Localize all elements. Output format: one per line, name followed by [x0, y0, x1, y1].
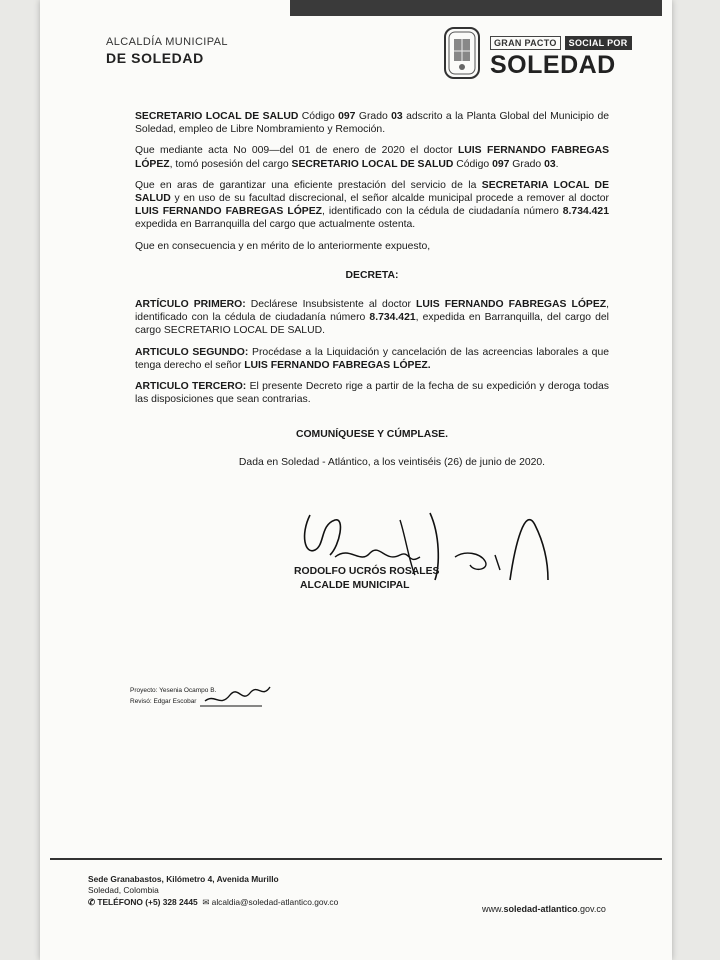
text: www. — [482, 904, 504, 914]
text-bold: LUIS FERNANDO FABREGAS LÓPEZ — [135, 145, 609, 170]
text: , identificado con la cédula de ciudadanía número — [135, 299, 609, 324]
text-bold: 03 — [391, 111, 403, 122]
text-bold: SECRETARIO LOCAL DE SALUD — [291, 158, 454, 170]
text: Que en aras de garantizar una eficiente prestación del servicio de la — [135, 179, 482, 191]
text-bold: 8.734.421 — [562, 206, 609, 218]
paragraph-2 — [135, 144, 609, 170]
text-bold: 097 — [492, 158, 510, 170]
comuniquese-line: COMUNÍQUESE Y CÚMPLASE. — [295, 429, 449, 441]
handwritten-signature — [290, 495, 560, 610]
text-bold: 03 — [544, 158, 556, 170]
text: El presente Decreto rige a partir de la fecha de su expedición y deroga todas las disposiciones que sean contrarias. — [135, 381, 610, 406]
gran-pacto-logo — [490, 36, 635, 79]
articulo-segundo — [135, 346, 609, 372]
paragraph-3 — [135, 179, 609, 232]
text: expedida en Barranquilla del cargo que actualmente ostenta. — [135, 219, 416, 231]
text-bold: ARTICULO SEGUNDO: — [135, 346, 249, 358]
paragraph-4: Que en consecuencia y en mérito de lo anteriormente expuesto, — [135, 240, 431, 252]
decree-body — [135, 110, 609, 477]
footer-website — [482, 904, 606, 914]
proyecto-line: Proyecto: Yesenia Ocampo B. — [130, 687, 217, 694]
text: y en uso de su facultad discrecional, el señor alcalde municipal procede a remover al doctor — [170, 193, 609, 205]
text: . — [555, 158, 559, 170]
text-bold: LUIS FERNANDO FABREGAS LÓPEZ. — [244, 359, 431, 371]
top-dark-bar — [290, 0, 662, 16]
signer-title: ALCALDE MUNICIPAL — [300, 580, 410, 591]
gran-pacto-label: GRAN PACTO — [490, 36, 561, 50]
text: , expedida en Barranquilla, del cargo del cargo SECRETARIO LOCAL DE SALUD. — [135, 312, 609, 337]
initials-signature — [200, 673, 280, 713]
footer-contact — [88, 874, 338, 908]
articulo-tercero — [135, 380, 609, 406]
soledad-wordmark: SOLEDAD — [490, 51, 616, 79]
footer-email: ✉ alcaldia@soledad-atlantico.gov.co — [202, 896, 339, 907]
text-bold: SECRETARIO LOCAL DE SALUD — [135, 111, 299, 122]
text: Que mediante acta No 009—del 01 de enero de 2020 el doctor — [135, 145, 458, 157]
footer-city: Soledad, Colombia — [88, 885, 159, 896]
signer-name: RODOLFO UCRÓS ROSALES — [294, 566, 440, 577]
text: , tomó posesión del cargo — [169, 158, 292, 170]
text-bold: ARTICULO TERCERO: — [135, 381, 247, 393]
text: adscrito a la Planta Global del Municipio de Soledad, empleo de Libre Nombramiento y Remoción. — [135, 111, 609, 136]
text-bold: 8.734.421 — [369, 312, 416, 324]
text: , identificado con la cédula de ciudadanía número — [322, 206, 563, 218]
date-line: Dada en Soledad - Atlántico, a los veintiséis (26) de junio de 2020. — [238, 456, 546, 468]
text-bold: SECRETARIA LOCAL DE SALUD — [135, 179, 609, 205]
footer-phone-email — [88, 897, 338, 908]
footer-phone: ✆ TELÉFONO (+5) 328 2445 — [88, 896, 198, 907]
text: Código — [453, 158, 493, 170]
text: Código — [298, 111, 339, 122]
articulo-primero — [135, 298, 609, 338]
social-por-label: SOCIAL POR — [565, 36, 632, 50]
footer-divider — [50, 858, 662, 860]
reviso-line: Revisó: Edgar Escobar — [130, 698, 197, 705]
text-bold: 097 — [338, 111, 356, 122]
text-bold: soledad-atlantico — [503, 904, 578, 914]
municipio-label: DE SOLEDAD — [106, 50, 204, 66]
alcaldia-label: ALCALDÍA MUNICIPAL — [106, 36, 228, 48]
text: Grado — [509, 158, 545, 170]
footer-address: Sede Granabastos, Kilómetro 4, Avenida Murillo — [88, 874, 279, 884]
text: Declárese Insubsistente al doctor — [245, 299, 416, 311]
text: Grado — [355, 111, 392, 122]
text-bold: LUIS FERNANDO FABREGAS LÓPEZ — [416, 299, 607, 311]
municipal-seal-icon — [444, 27, 480, 79]
text: Procédase a la Liquidación y cancelación de las acreencias laborales a que tenga derecho el señor — [135, 346, 610, 371]
municipality-header — [106, 36, 228, 66]
paragraph-1 — [135, 110, 609, 136]
decreta-heading: DECRETA: — [345, 269, 399, 281]
text-bold: ARTÍCULO PRIMERO: — [135, 299, 246, 311]
text: .gov.co — [577, 904, 606, 914]
text-bold: LUIS FERNANDO FABREGAS LÓPEZ — [135, 206, 322, 218]
